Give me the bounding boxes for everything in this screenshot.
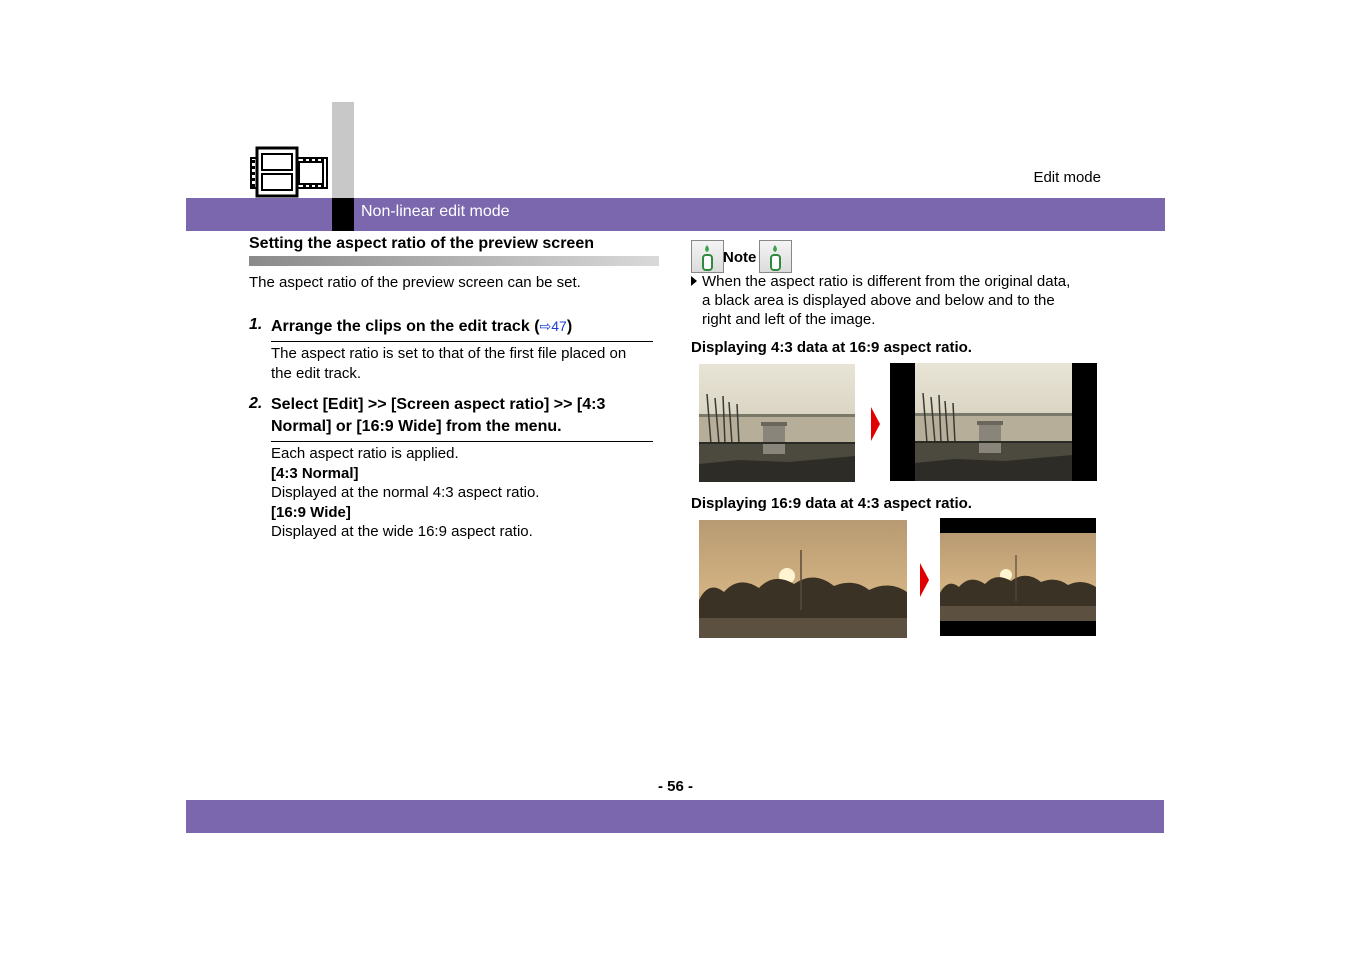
- step-1-xref[interactable]: (⇨47): [534, 318, 573, 335]
- chapter-label: Edit mode: [1033, 169, 1101, 186]
- intro-text: The aspect ratio of the preview screen can be set.: [249, 274, 581, 291]
- section-title: Non-linear edit mode: [361, 203, 510, 220]
- note-text: When the aspect ratio is different from the original data, a black area is displayed above and below and to the right and left of the image.: [702, 273, 1071, 328]
- option-4-3-desc: Displayed at the normal 4:3 aspect ratio.: [271, 484, 540, 501]
- page-number: - 56 -: [657, 778, 693, 795]
- step-1-body: The aspect ratio is set to that of the first file placed on the edit track.: [271, 345, 627, 382]
- arrow-right-icon: [871, 407, 880, 441]
- header-tab: [332, 102, 354, 198]
- lake-photo-pillarboxed: [890, 363, 1097, 481]
- candle-note-icon: [691, 240, 724, 273]
- film-strip-icon: [249, 146, 329, 198]
- title-underline: [249, 256, 659, 266]
- option-16-9-desc: Displayed at the wide 16:9 aspect ratio.: [271, 523, 533, 540]
- arrow-right-icon: [920, 563, 929, 597]
- xref-arrow-icon: ⇨: [539, 318, 552, 334]
- step-1-rule: [271, 341, 653, 342]
- caption-16-9-on-4-3: Displaying 16:9 data at 4:3 aspect ratio.: [691, 495, 972, 512]
- step-2-rule: [271, 441, 653, 442]
- page-title: Setting the aspect ratio of the preview screen: [249, 235, 594, 252]
- option-4-3-label: [4:3 Normal]: [271, 464, 359, 482]
- step-1-number: 1.: [249, 316, 263, 333]
- step-1-title: Arrange the clips on the edit track (⇨47): [271, 318, 573, 335]
- sunset-photo-original: [699, 520, 907, 638]
- caption-4-3-on-16-9: Displaying 4:3 data at 16:9 aspect ratio.: [691, 339, 972, 356]
- note-label: Note: [723, 249, 757, 266]
- bullet-arrow-icon: [691, 276, 697, 286]
- lake-photo-original: [699, 364, 855, 482]
- banner-marker: [332, 198, 354, 231]
- step-2-title: Select [Edit] >> [Screen aspect ratio] >> [4:3 Normal] or [16:9 Wide] from the menu.: [271, 396, 606, 435]
- option-16-9-label: [16:9 Wide]: [271, 503, 351, 521]
- step-2-body: Each aspect ratio is applied. [4:3 Normal] Displayed at the normal 4:3 aspect ratio. [16:9 Wide] Displayed at the wide 16:9 aspect ratio.: [271, 445, 540, 540]
- step-2-number: 2.: [249, 395, 263, 412]
- footer-banner: [186, 800, 1164, 833]
- candle-note-icon: [759, 240, 792, 273]
- sunset-photo-letterboxed: [940, 518, 1096, 636]
- xref-page-link[interactable]: 47: [551, 318, 567, 334]
